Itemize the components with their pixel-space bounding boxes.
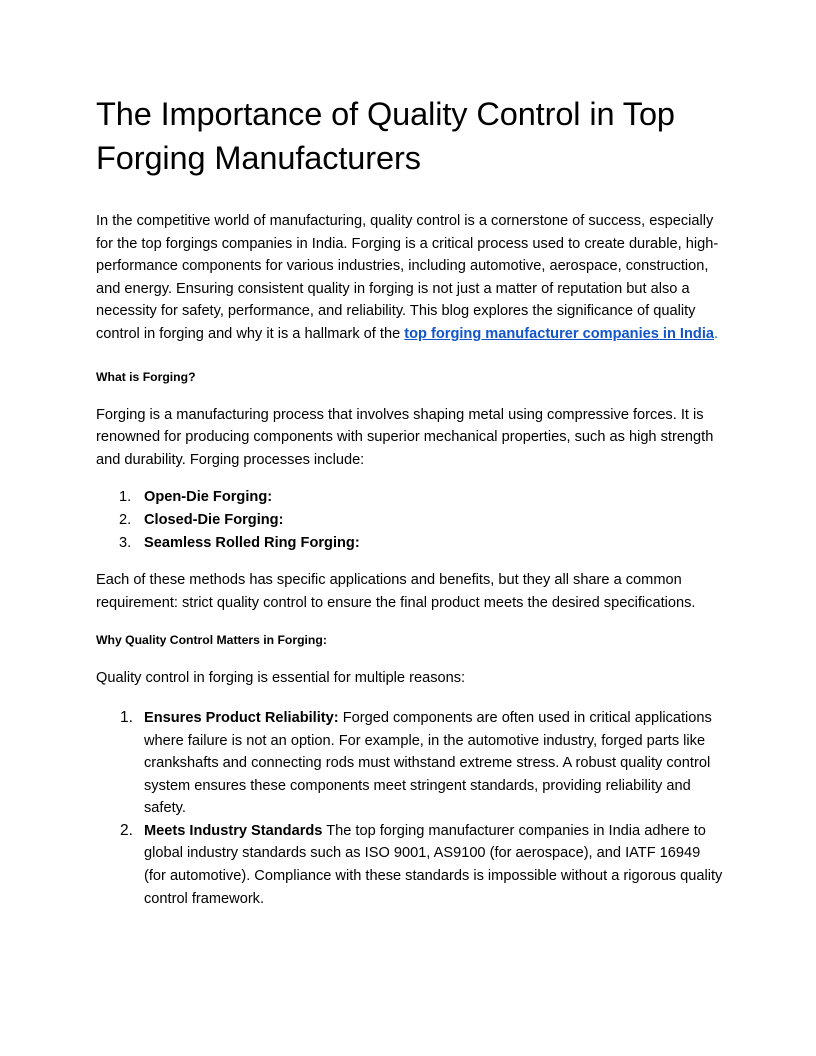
page-title: The Importance of Quality Control in Top Forging Manufacturers [96,96,675,176]
methods-paragraph: Each of these methods has specific applications and benefits, but they all share a common requirement: strict quality control to ensure the final product meets the desired specifications. [96,572,696,611]
heading-why-quality-control: Why Quality Control Matters in Forging: [96,633,327,648]
intro-paragraph [96,210,726,346]
list-item-label: Meets Industry Standards [144,822,323,839]
forging-paragraph: Forging is a manufacturing process that involves shaping metal using compressive forces. It is renowned for producing components with superior mechanical properties, such as high strength and durability. Forging processes include: [96,406,714,468]
list-item-text: The top forging manufacturer companies in India adhere to global industry standards such as ISO 9001, AS9100 (for aerospace), and IATF 16949 (for automotive). Compliance with these standards is impossible without a rigorous quality control framework. [144,822,723,907]
intro-link-suffix: . [714,325,719,342]
list-number: 2. [119,511,132,528]
list-item-label: Ensures Product Reliability: [144,709,339,726]
list-item [96,509,726,532]
list-item-label: Closed-Die Forging: [144,511,284,528]
list-item-label: Open-Die Forging: [144,489,273,506]
list-item [96,486,726,509]
list-item [96,820,726,910]
list-item [96,532,726,555]
list-number: 1. [119,489,132,506]
list-item-label: Seamless Rolled Ring Forging: [144,534,360,551]
list-number: 3. [119,534,132,551]
reasons-list [96,707,726,910]
intro-text: In the competitive world of manufacturing, quality control is a cornerstone of success, especially for the top forgings companies in India. Forging is a critical process used to create durable, high-performance components for various industries, including automotive, aerospace, construction, and energy. Ensuring consistent quality in forging is not just a matter of reputation but also a necessity for safety, performance, and reliability. This blog explores the significance of quality control in forging and why it is a hallmark of the [96,213,719,342]
list-item-text: Forged components are often used in critical applications where failure is not an option. For example, in the automotive industry, forged parts like crankshafts and connecting rods must withstand extreme stress. A robust quality control system ensures these components meet stringent standards, providing reliability and safety. [144,709,712,817]
list-number: 2. [120,821,133,839]
quality-control-paragraph: Quality control in forging is essential for multiple reasons: [96,670,466,687]
forging-types-list [96,486,726,554]
heading-what-is-forging: What is Forging? [96,369,196,384]
top-forging-link[interactable]: top forging manufacturer companies in India [404,325,714,342]
list-item [96,707,726,820]
list-number: 1. [120,708,133,726]
document-body [96,92,726,910]
